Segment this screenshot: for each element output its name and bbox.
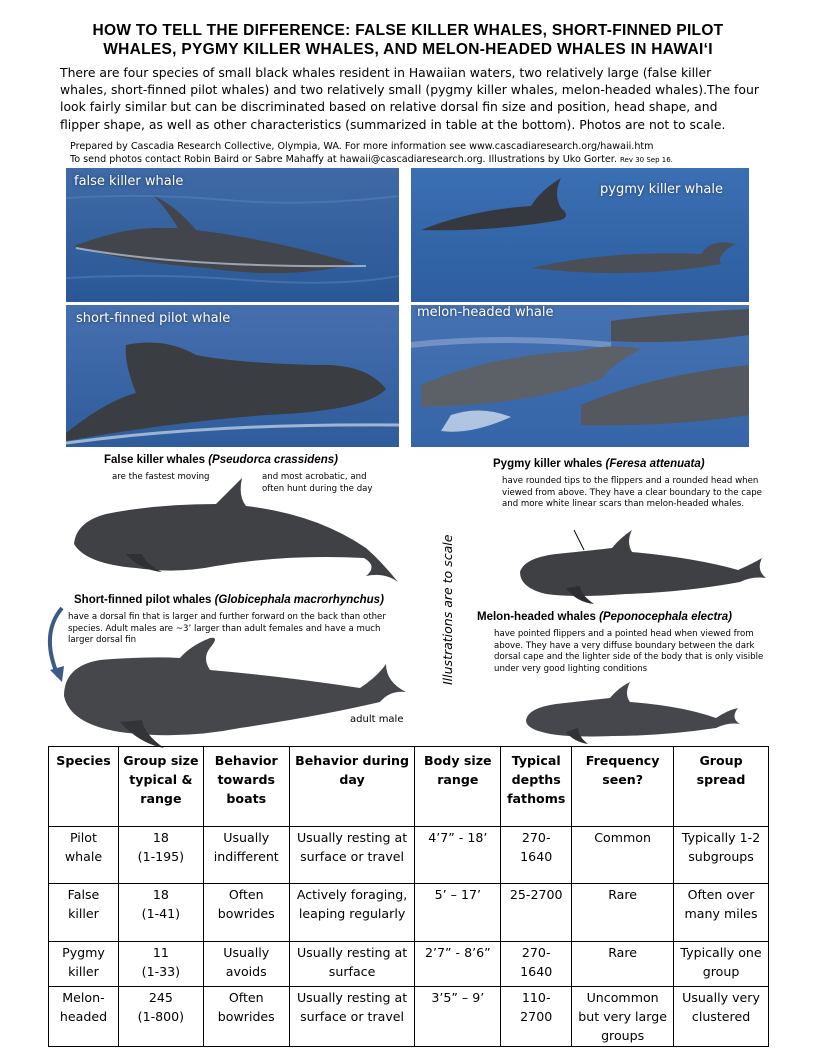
credit-line-2: To send photos contact Robin Baird or Sabre Mahaffy at hawaii@cascadiaresearch.org. Illustrations by Uko Gorter. Rev 30 Sep 16. bbox=[70, 154, 673, 165]
table-cell: Pygmy killer bbox=[49, 942, 119, 987]
title-line-2: WHALES, PYGMY KILLER WHALES, AND MELON-HEADED WHALES IN HAWAI‘I bbox=[103, 41, 713, 58]
false-killer-heading: False killer whales (Pseudorca crassidens) bbox=[104, 454, 338, 466]
melon-illustration bbox=[522, 680, 744, 746]
false-killer-text-left: are the fastest moving bbox=[112, 472, 210, 482]
pygmy-heading: Pygmy killer whales (Feresa attenuata) bbox=[493, 458, 705, 470]
table-cell: 245 (1-800) bbox=[118, 987, 203, 1047]
page-title bbox=[20, 21, 796, 59]
header-cell: Typical depths fathoms bbox=[501, 747, 572, 827]
table-cell: Actively foraging, leaping regularly bbox=[289, 884, 415, 942]
table-cell: 5’ – 17’ bbox=[415, 884, 501, 942]
table-header-row bbox=[49, 747, 769, 827]
table-cell: 11 (1-33) bbox=[118, 942, 203, 987]
revision-note: Rev 30 Sep 16. bbox=[619, 156, 673, 164]
table-cell: Often bowrides bbox=[203, 884, 289, 942]
table-cell: 18 (1-195) bbox=[118, 827, 203, 884]
table-row bbox=[49, 987, 769, 1047]
photo-pygmy-killer-whale bbox=[411, 168, 749, 302]
photo-false-killer-whale bbox=[66, 168, 399, 302]
table-cell: Uncommon but very large groups bbox=[572, 987, 674, 1047]
header-cell: Group spread bbox=[674, 747, 769, 827]
header-cell: Body size range bbox=[415, 747, 501, 827]
table-cell: 25-2700 bbox=[501, 884, 572, 942]
table-cell: Usually very clustered bbox=[674, 987, 769, 1047]
pilot-heading: Short-finned pilot whales (Globicephala macrorhynchus) bbox=[74, 594, 384, 606]
table-cell: 270- 1640 bbox=[501, 827, 572, 884]
table-cell: Usually resting at surface or travel bbox=[289, 987, 415, 1047]
false-killer-text-right: and most acrobatic, and often hunt during the day bbox=[262, 472, 373, 494]
photo-melon-headed-whale bbox=[411, 305, 749, 447]
table-row bbox=[49, 827, 769, 884]
adult-male-label: adult male bbox=[350, 714, 404, 725]
pygmy-text: have rounded tips to the flippers and a rounded head when viewed from above. They have a clear boundary to the cape and more white linear scars than melon-headed whales. bbox=[502, 476, 762, 509]
photo-label: pygmy killer whale bbox=[600, 182, 723, 197]
credit-block bbox=[70, 140, 770, 167]
table-cell: Usually avoids bbox=[203, 942, 289, 987]
comparison-table bbox=[48, 746, 769, 1047]
photo-label: false killer whale bbox=[74, 174, 184, 189]
title-line-1: HOW TO TELL THE DIFFERENCE: FALSE KILLER WHALES, SHORT-FINNED PILOT bbox=[92, 22, 724, 39]
table-cell: 4’7” - 18’ bbox=[415, 827, 501, 884]
table-cell: 2’7” - 8’6” bbox=[415, 942, 501, 987]
table-cell: Common bbox=[572, 827, 674, 884]
table-row bbox=[49, 884, 769, 942]
table-cell: Melon-headed bbox=[49, 987, 119, 1047]
melon-heading: Melon-headed whales (Peponocephala electra) bbox=[477, 611, 732, 623]
table-cell: Rare bbox=[572, 942, 674, 987]
table-cell: Usually indifferent bbox=[203, 827, 289, 884]
table-cell: Pilot whale bbox=[49, 827, 119, 884]
table-cell: Often over many miles bbox=[674, 884, 769, 942]
header-cell: Behavior during day bbox=[289, 747, 415, 827]
table-cell: Usually resting at surface bbox=[289, 942, 415, 987]
table-cell: 110- 2700 bbox=[501, 987, 572, 1047]
header-cell: Species bbox=[49, 747, 119, 827]
table-cell: Often bowrides bbox=[203, 987, 289, 1047]
photo-label: melon-headed whale bbox=[417, 305, 554, 320]
pilot-text: have a dorsal fin that is larger and further forward on the back than other species. Adult males are ~3’ larger than adult females and have a much larger dorsal fin bbox=[68, 612, 386, 645]
table-cell: 270- 1640 bbox=[501, 942, 572, 987]
credit-line-1: Prepared by Cascadia Research Collective, Olympia, WA. For more information see www.cascadiaresearch.org/hawaii.htm bbox=[70, 141, 654, 152]
intro-paragraph: There are four species of small black whales resident in Hawaiian waters, two relatively large (false killer whales, short-finned pilot whales) and two relatively small (pygmy killer whales, melon-headed whales).The four look fairly similar but can be discriminated based on relative dorsal fin size and position, head shape, and flipper shape, as well as other characteristics (summarized in table at the bottom). Photos are not to scale. bbox=[60, 65, 759, 132]
table-cell: Usually resting at surface or travel bbox=[289, 827, 415, 884]
header-cell: Group size typical & range bbox=[118, 747, 203, 827]
photo-short-finned-pilot-whale bbox=[66, 305, 399, 447]
pilot-illustration bbox=[60, 636, 418, 752]
photo-label: short-finned pilot whale bbox=[76, 311, 231, 326]
false-killer-illustration bbox=[66, 474, 402, 584]
table-cell: 18 (1-41) bbox=[118, 884, 203, 942]
table-cell: Rare bbox=[572, 884, 674, 942]
table-cell: Typically one group bbox=[674, 942, 769, 987]
melon-text: have pointed flippers and a pointed head when viewed from above. They have a very diffuse boundary between the dark dorsal cape and the lighter side of the body that is only visible under very good lighting conditions bbox=[494, 629, 764, 674]
scale-note: Illustrations are to scale bbox=[440, 534, 455, 685]
table-row bbox=[49, 942, 769, 987]
table-cell: False killer bbox=[49, 884, 119, 942]
header-cell: Behavior towards boats bbox=[203, 747, 289, 827]
pygmy-illustration bbox=[516, 528, 770, 606]
table-cell: Typically 1-2 subgroups bbox=[674, 827, 769, 884]
header-cell: Frequency seen? bbox=[572, 747, 674, 827]
table-cell: 3’5” – 9’ bbox=[415, 987, 501, 1047]
